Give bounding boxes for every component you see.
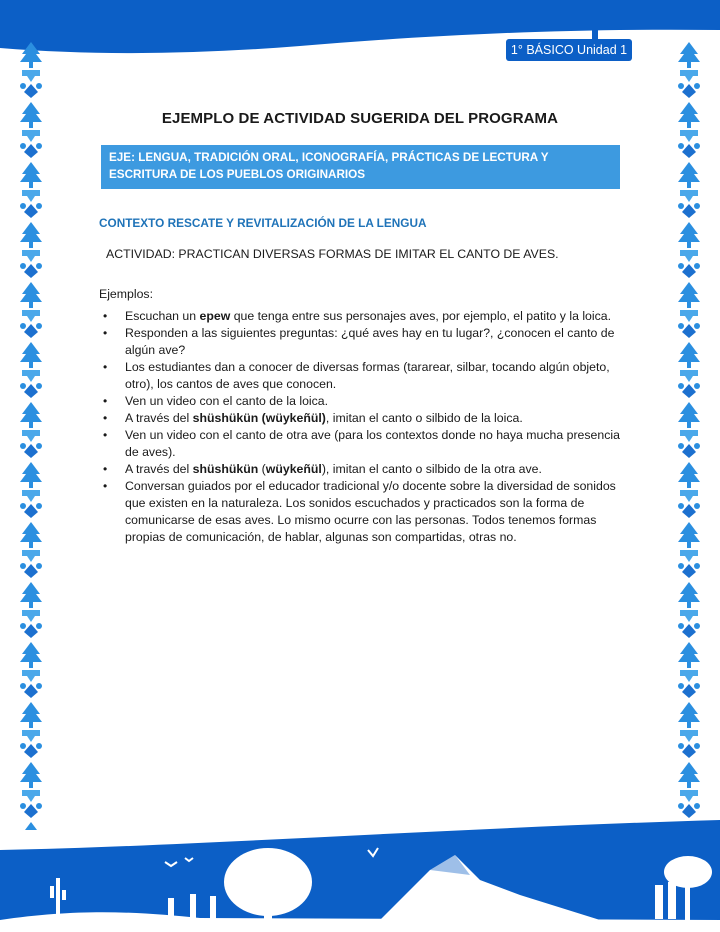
footer-landscape-illustration xyxy=(0,820,720,932)
list-item: • Conversan guiados por el educador tradicional y/o docente sobre la diversidad de sonidos que existen en la naturaleza. Los sonidos escuchados y practicados son la forma de comunicarse de esas aves. Lo mismo ocurre con las personas. Todos tenemos formas propias de comunicación, de hablar, algunas son compartidas, otras no. xyxy=(99,478,629,546)
list-item: • Los estudiantes dan a conocer de diversas formas (tararear, silbar, tocando algún objeto, otro), los cantos de aves que conocen. xyxy=(99,359,629,393)
page-title: EJEMPLO DE ACTIVIDAD SUGERIDA DEL PROGRAMA xyxy=(161,110,559,127)
list-item: • A través del shüshükün (wüykeñül), imitan el canto o silbido de la otra ave. xyxy=(99,461,629,478)
grade-unit-badge: 1° BÁSICO Unidad 1 xyxy=(506,39,632,61)
context-heading: CONTEXTO RESCATE Y REVITALIZACIÓN DE LA LENGUA xyxy=(99,216,427,230)
list-item: • Responden a las siguientes preguntas: ¿qué aves hay en tu lugar?, ¿conocen el canto de algún ave? xyxy=(99,325,629,359)
examples-list xyxy=(99,308,629,546)
list-item: • Escuchan un epew que tenga entre sus personajes aves, por ejemplo, el patito y la loica. xyxy=(99,308,629,325)
list-item: • A través del shüshükün (wüykeñül), imitan el canto o silbido de la loica. xyxy=(99,410,629,427)
examples-label: Ejemplos: xyxy=(99,287,153,301)
list-item: • Ven un video con el canto de otra ave (para los contextos donde no haya mucha presencia de aves). xyxy=(99,427,629,461)
eje-banner: EJE: LENGUA, TRADICIÓN ORAL, ICONOGRAFÍA, PRÁCTICAS DE LECTURA Y ESCRITURA DE LOS PUEBLOS ORIGINARIOS xyxy=(101,145,620,189)
left-ornament-border-icon xyxy=(18,40,44,830)
list-item: • Ven un video con el canto de la loica. xyxy=(99,393,629,410)
activity-heading: ACTIVIDAD: PRACTICAN DIVERSAS FORMAS DE IMITAR EL CANTO DE AVES. xyxy=(106,247,559,261)
right-ornament-border-icon xyxy=(676,40,702,830)
